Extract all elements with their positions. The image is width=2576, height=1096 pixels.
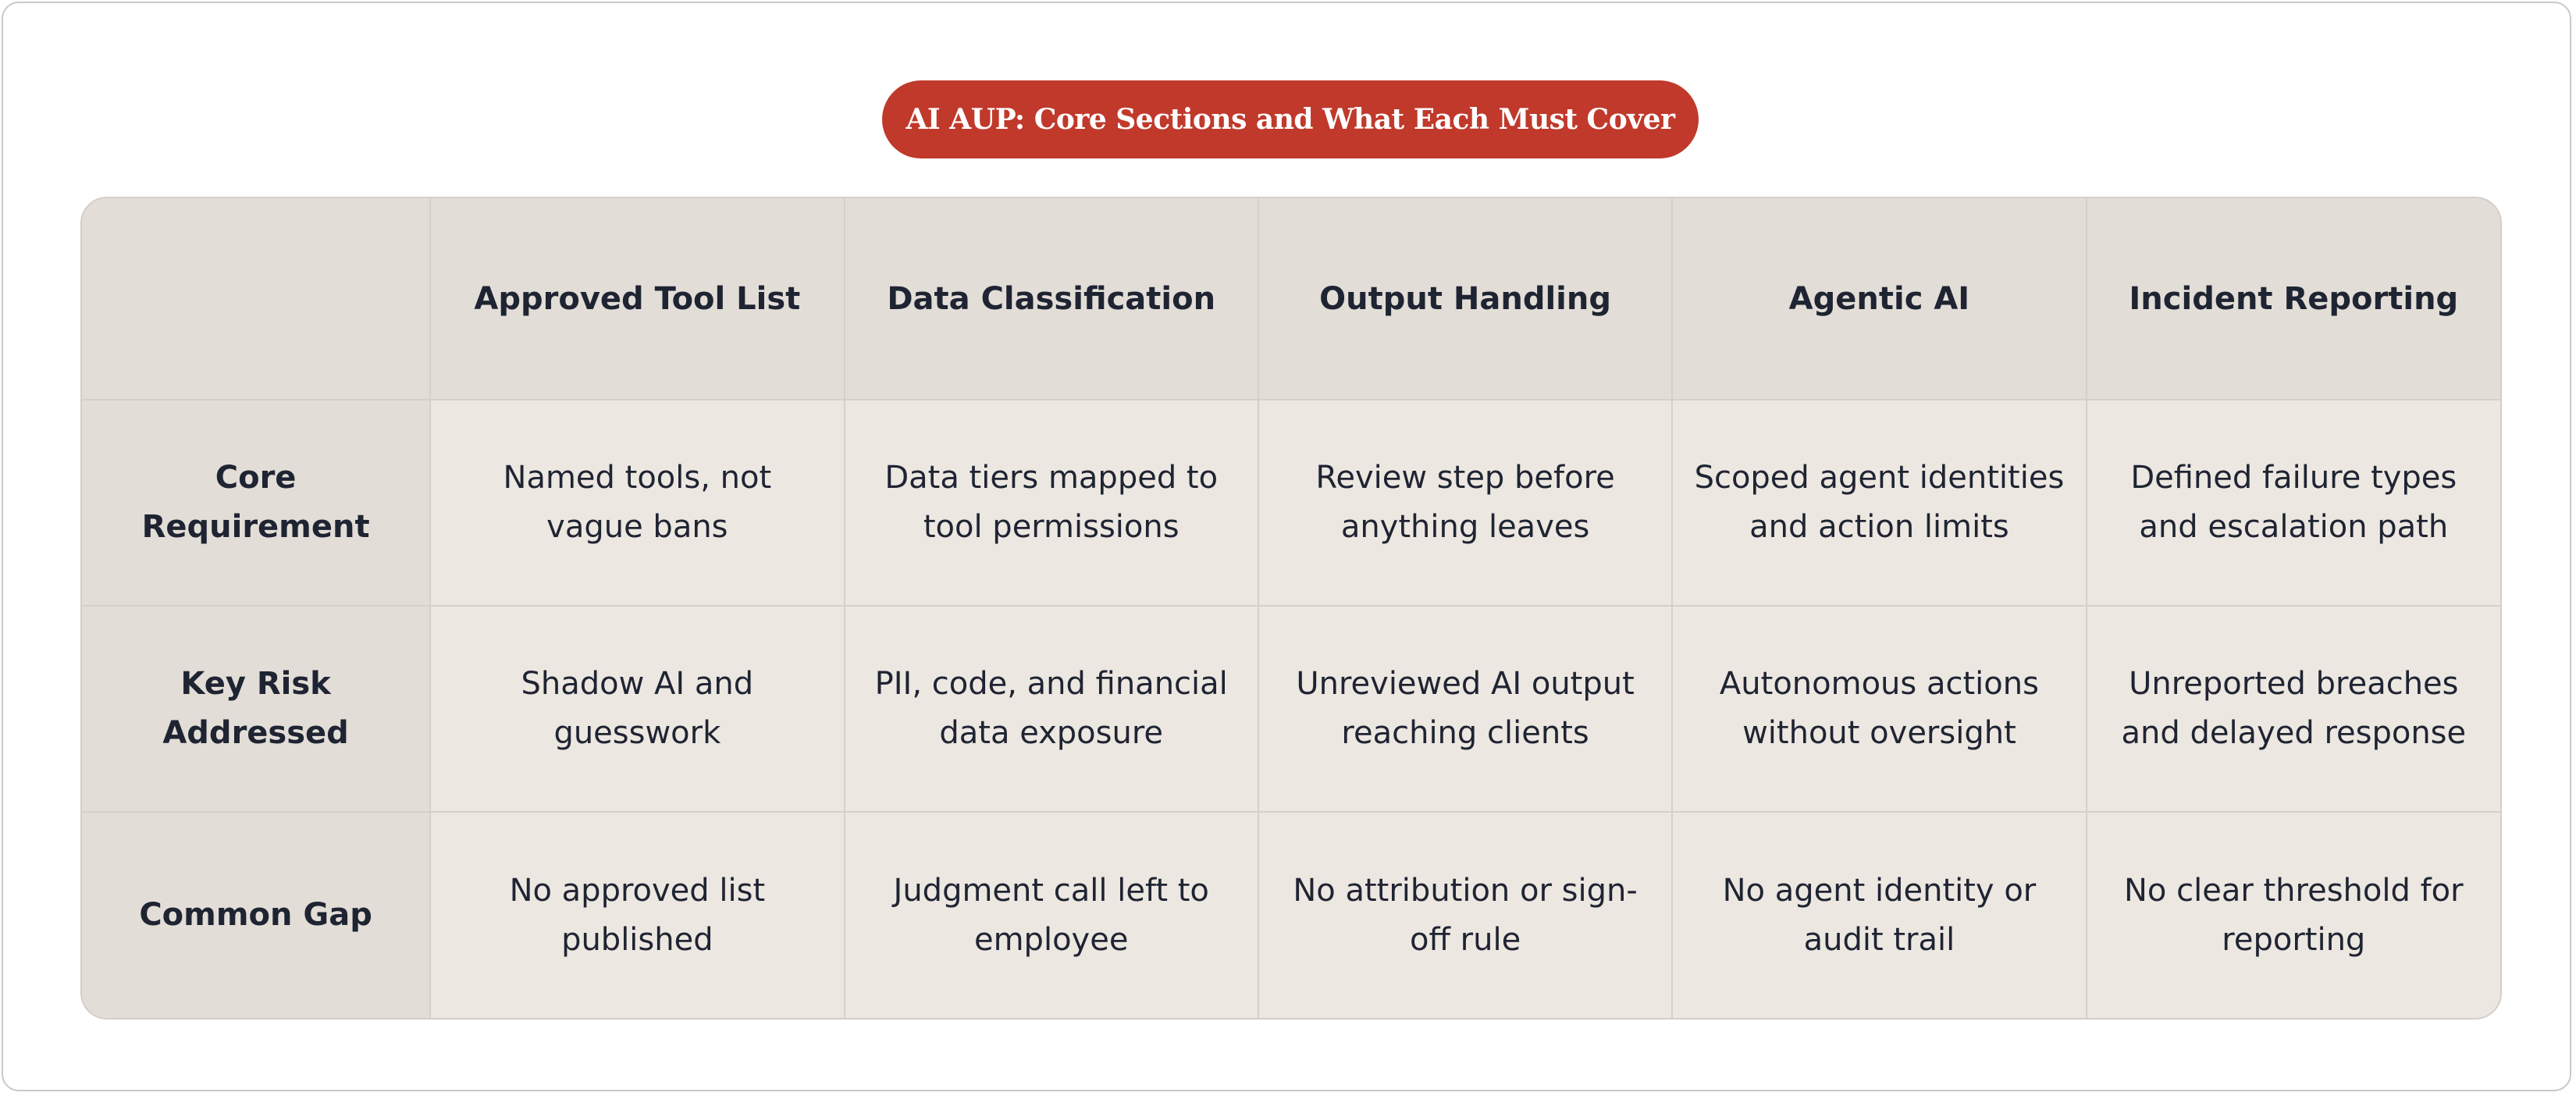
table-cell: Review step before anything leaves bbox=[1258, 400, 1672, 606]
column-header-data-classification: Data Classification bbox=[845, 198, 1258, 400]
table-cell: No approved list published bbox=[430, 812, 844, 1018]
table-cell: Unreviewed AI output reaching clients bbox=[1258, 606, 1672, 812]
row-header-common-gap: Common Gap bbox=[82, 812, 430, 1018]
column-header-approved-tool-list: Approved Tool List bbox=[430, 198, 844, 400]
aup-sections-table bbox=[80, 197, 2502, 1019]
table-cell: Unreported breaches and delayed response bbox=[2087, 606, 2500, 812]
table-corner-cell bbox=[82, 198, 430, 400]
table-cell: Judgment call left to employee bbox=[845, 812, 1258, 1018]
table-cell: Scoped agent identities and action limits bbox=[1672, 400, 2086, 606]
table-cell: Defined failure types and escalation path bbox=[2087, 400, 2500, 606]
column-header-incident-reporting: Incident Reporting bbox=[2087, 198, 2500, 400]
page-frame bbox=[2, 2, 2571, 1091]
row-header-core-requirement: Core Requirement bbox=[82, 400, 430, 606]
table-cell: PII, code, and financial data exposure bbox=[845, 606, 1258, 812]
row-header-key-risk-addressed: Key Risk Addressed bbox=[82, 606, 430, 812]
table-cell: Shadow AI and guesswork bbox=[430, 606, 844, 812]
table-row-core-requirement bbox=[82, 400, 2500, 606]
table-cell: Named tools, not vague bans bbox=[430, 400, 844, 606]
table-cell: No clear threshold for reporting bbox=[2087, 812, 2500, 1018]
table-header-row bbox=[82, 198, 2500, 400]
table-grid bbox=[82, 198, 2500, 1018]
column-header-agentic-ai: Agentic AI bbox=[1672, 198, 2086, 400]
table-cell: No attribution or sign-off rule bbox=[1258, 812, 1672, 1018]
table-cell: Data tiers mapped to tool permissions bbox=[845, 400, 1258, 606]
page-title: AI AUP: Core Sections and What Each Must Cover bbox=[882, 80, 1699, 158]
table-row-key-risk-addressed bbox=[82, 606, 2500, 812]
table-cell: Autonomous actions without oversight bbox=[1672, 606, 2086, 812]
table-row-common-gap bbox=[82, 812, 2500, 1018]
column-header-output-handling: Output Handling bbox=[1258, 198, 1672, 400]
table-cell: No agent identity or audit trail bbox=[1672, 812, 2086, 1018]
